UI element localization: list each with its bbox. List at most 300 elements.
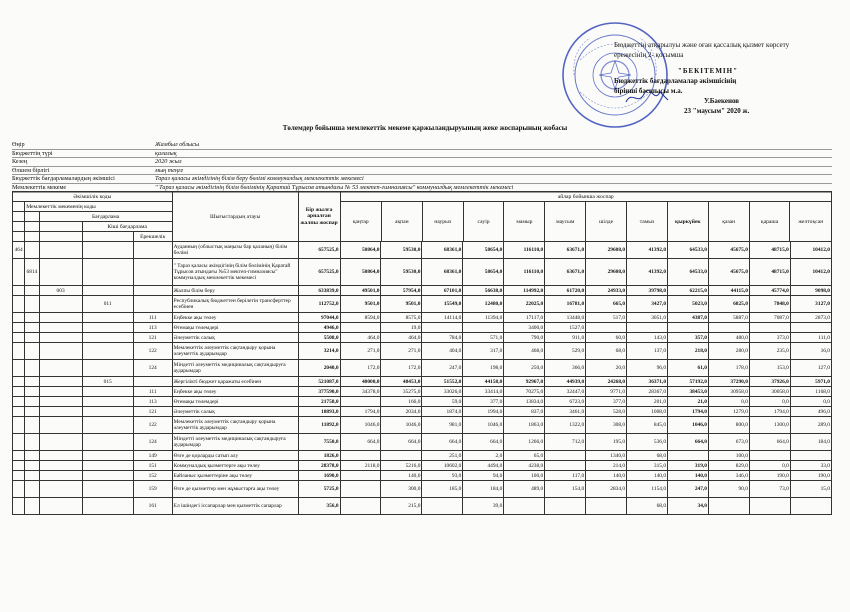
month-value-cell: 117,0 [545,471,586,481]
header-admin-code: Әкімшілік коды [13,192,173,202]
month-value-cell: 2873,0 [790,313,831,323]
month-value-cell: 10602,0 [422,461,463,471]
month-value-cell: 33026,0 [422,387,463,397]
code-cell [13,259,25,286]
month-value-cell: 48715,0 [749,259,790,286]
expense-name-cell: " Тараз қаласы әкімдігінің білім бөлімінің Қаратай Тұрысов атындағы №53 мектеп-гимназиясы" коммуналдық мемлекеттік мекемесі [172,259,298,286]
month-value-cell: 48715,0 [749,242,790,259]
annual-total-cell: 1826,0 [298,451,340,461]
month-value-cell: 1794,0 [340,407,381,417]
month-value-cell: 0,0 [708,397,749,407]
month-value-cell: 37926,0 [749,377,790,387]
month-value-cell: 127,0 [790,360,831,377]
month-value-cell: 1340,0 [586,451,627,461]
code-cell: 015 [82,377,133,387]
month-header: қазан [708,202,749,241]
code-cell [39,360,82,377]
code-cell: 113 [133,397,172,407]
month-value-cell: 45675,0 [708,242,749,259]
annual-total-cell: 28378,0 [298,461,340,471]
month-value-cell: 111,0 [790,333,831,343]
month-value-cell: 44158,0 [463,377,504,387]
code-cell [82,313,133,323]
month-value-cell: 1154,0 [627,481,668,498]
month-value-cell: 280,0 [708,343,749,360]
month-value-cell: 464,0 [340,333,381,343]
month-value-cell [749,323,790,333]
month-value-cell: 50864,0 [340,242,381,259]
financing-plan-table [12,191,832,515]
table-row [13,286,832,296]
month-value-cell: 34378,0 [340,387,381,397]
month-value-cell: 528,0 [586,407,627,417]
code-cell [13,323,25,333]
month-value-cell: 346,0 [708,471,749,481]
meta-value: Жамбыл облысы [155,141,200,148]
code-cell [13,387,25,397]
month-value-cell: 19,0 [381,323,422,333]
month-value-cell: 496,0 [790,407,831,417]
month-value-cell [422,498,463,515]
month-value-cell: 24268,0 [586,377,627,387]
expense-name-cell: Жергілікті бюджет қаражаты есебінен [172,377,298,387]
code-cell [133,242,172,259]
code-cell [25,461,39,471]
month-value-cell: 73,0 [749,481,790,498]
annual-total-cell: 356,0 [298,498,340,515]
month-value-cell: 38453,0 [668,387,709,397]
month-value-cell: 1168,0 [790,387,831,397]
month-value-cell: 377,0 [463,397,504,407]
annual-total-cell: 521087,0 [298,377,340,387]
month-header: наурыз [422,202,463,241]
month-value-cell: 16781,0 [545,296,586,313]
expense-name-cell: Әлеуметтік салық [172,407,298,417]
code-cell [39,461,82,471]
meta-label: Бюджеттік бағдарламалардың әкімшісі [12,175,115,183]
month-value-cell: 673,0 [708,434,749,451]
approval-date: 23 "маусым" 2020 ж. [684,107,750,115]
code-cell [82,360,133,377]
expense-name-cell: Еңбекке ақы төлеу [172,313,298,323]
code-cell: 124 [133,434,172,451]
annual-total-cell: 7550,0 [298,434,340,451]
month-value-cell: 218,0 [668,343,709,360]
month-value-cell: 377,0 [586,397,627,407]
expense-name-cell: Мемлекеттік әлеуметтік сақтандыру қорына әлеуметтік аударымдар [172,417,298,434]
expense-name-cell: Өзге де қорларды сатып алу [172,451,298,461]
document-meta [12,141,832,193]
code-cell: 149 [133,451,172,461]
month-value-cell: 33,0 [790,461,831,471]
month-value-cell: 172,0 [381,360,422,377]
code-cell [13,296,25,313]
month-value-cell: 1008,0 [627,407,668,417]
meta-label: Өлшем бірлігі [12,166,50,174]
table-row [13,313,832,323]
month-value-cell: 22025,0 [504,296,545,313]
month-value-cell: 190,0 [790,471,831,481]
month-value-cell: 14114,0 [422,313,463,323]
code-cell: 122 [133,417,172,434]
month-value-cell: 571,0 [463,333,504,343]
code-cell [25,397,39,407]
code-cell [39,387,82,397]
code-cell [39,451,82,461]
month-value-cell: 800,0 [708,417,749,434]
table-row [13,461,832,471]
expense-name-cell: Өтемақы төлемдері [172,397,298,407]
code-cell [25,313,39,323]
table-row [13,343,832,360]
month-value-cell: 1279,0 [708,407,749,417]
month-value-cell: 1322,0 [545,417,586,434]
approval-block [614,40,824,116]
meta-value: қалалық [155,149,177,157]
meta-value: " Тараз қаласы әкімдігінің білім бөлімінің Қаратай Тұрысов атындағы № 53 мектеп-гимназиясы" коммуналдық мемлекеттік мекемесі [155,183,514,191]
code-cell [82,407,133,417]
code-cell [25,360,39,377]
month-value-cell: 39798,0 [627,286,668,296]
code-cell [82,417,133,434]
month-value-cell: 247,0 [422,360,463,377]
month-value-cell: 68,0 [586,343,627,360]
code-cell [25,286,39,296]
month-value-cell: 51552,0 [422,377,463,387]
month-value-cell: 6723,0 [545,397,586,407]
code-cell [82,461,133,471]
annual-total-cell: 4946,0 [298,323,340,333]
month-value-cell: 70275,0 [504,387,545,397]
month-value-cell: 41392,0 [627,259,668,286]
annual-total-cell: 97044,0 [298,313,340,323]
code-cell: 6814 [25,259,39,286]
month-value-cell: 13448,0 [545,313,586,323]
month-value-cell: 214,0 [586,461,627,471]
expense-name-cell: Еңбекке ақы төлеу [172,387,298,397]
month-value-cell: 153,0 [749,360,790,377]
month-value-cell: 529,0 [545,343,586,360]
code-cell: 121 [133,333,172,343]
meta-row [12,158,832,167]
annual-total-cell: 5508,0 [298,333,340,343]
annual-total-cell: 1690,0 [298,471,340,481]
month-value-cell: 3051,0 [627,313,668,323]
month-value-cell: 1300,0 [749,417,790,434]
month-value-cell: 143,0 [627,333,668,343]
header-expenses-name: Шығыстардың атауы [172,192,298,242]
month-value-cell: 317,0 [463,343,504,360]
month-value-cell: 517,0 [586,313,627,323]
month-value-cell: 4387,0 [668,313,709,323]
month-value-cell: 190,0 [749,471,790,481]
code-cell: 121 [133,407,172,417]
month-value-cell: 0,0 [790,397,831,407]
month-value-cell [668,323,709,333]
table-row [13,451,832,461]
code-cell: 464 [13,242,25,259]
month-value-cell: 29608,0 [586,242,627,259]
month-value-cell: 35275,0 [381,387,422,397]
code-cell [39,242,82,259]
code-cell [82,451,133,461]
month-value-cell: 1874,0 [422,407,463,417]
month-value-cell [749,498,790,515]
month-value-cell [381,451,422,461]
month-value-cell [708,323,749,333]
month-header: шілде [586,202,627,241]
month-value-cell: 315,0 [627,461,668,471]
code-cell [39,397,82,407]
month-value-cell: 154,0 [545,481,586,498]
month-value-cell: 5023,0 [668,296,709,313]
code-cell [13,407,25,417]
code-cell [25,407,39,417]
header-program: Бағдарлама [39,212,172,222]
expense-name-cell: Міндетті әлеуметтік медициналық сақтандыруға аударымдар [172,434,298,451]
month-value-cell: 63671,0 [545,242,586,259]
code-cell [13,498,25,515]
month-value-cell: 215,0 [381,498,422,515]
table-row [13,434,832,451]
month-value-cell [586,498,627,515]
month-value-cell: 271,0 [340,343,381,360]
month-value-cell [463,323,504,333]
month-value-cell: 172,0 [340,360,381,377]
month-value-cell: 40000,0 [340,377,381,387]
month-value-cell: 201,0 [627,397,668,407]
month-value-cell: 464,0 [381,333,422,343]
month-value-cell: 1046,0 [463,417,504,434]
annual-total-cell: 633839,0 [298,286,340,296]
month-value-cell [749,451,790,461]
month-value-cell: 357,0 [668,333,709,343]
month-value-cell: 17117,0 [504,313,545,323]
month-value-cell: 6825,0 [708,296,749,313]
month-value-cell [545,498,586,515]
month-value-cell: 5216,0 [381,461,422,471]
month-value-cell [790,498,831,515]
header-monthly-plan: айлар бойынша жоспар [340,192,831,202]
month-value-cell: 4238,0 [504,461,545,471]
month-value-cell: 184,0 [463,481,504,498]
month-value-cell: 49501,0 [340,286,381,296]
table-row [13,259,832,286]
month-value-cell: 36371,0 [627,377,668,387]
expense-name-cell: Ел ішіндегі іссапарлар мен қызметтік сапарлар [172,498,298,515]
code-cell: 113 [133,323,172,333]
month-value-cell [708,498,749,515]
header-annual-plan: Бір жылға арналған жалпы жоспар [298,192,340,242]
expense-name-cell: Өзге де қызметтер мен жұмыстарға ақы төлеу [172,481,298,498]
table-row [13,407,832,417]
month-value-cell [586,323,627,333]
table-row [13,323,832,333]
month-value-cell: 10412,0 [790,242,831,259]
month-value-cell: 981,0 [422,417,463,434]
month-value-cell: 845,0 [627,417,668,434]
code-cell: 152 [133,471,172,481]
expense-name-cell: Ауданның (облыстық маңызы бар қаланың) білім бөлімі [172,242,298,259]
expense-name-cell: Республикалық бюджеттен берілетін трансферттер есебінен [172,296,298,313]
month-value-cell: 1863,0 [504,417,545,434]
month-value-cell: 308,0 [586,417,627,434]
code-cell [13,377,25,387]
meta-value: 2020 жыл [155,158,182,166]
approval-heading: "БЕКІТЕМІН" [678,67,738,75]
code-cell [39,296,82,313]
meta-row [12,150,832,159]
month-value-cell: 664,0 [463,434,504,451]
month-value-cell: 790,0 [504,333,545,343]
month-value-cell: 28367,0 [627,387,668,397]
meta-label: Мемлекеттік мекеме [12,183,67,191]
table-row [13,333,832,343]
month-value-cell: 45774,0 [749,286,790,296]
month-value-cell: 4494,0 [463,461,504,471]
month-value-cell: 44939,0 [545,377,586,387]
month-value-cell: 319,0 [668,461,709,471]
code-cell [82,481,133,498]
code-cell [25,498,39,515]
month-value-cell: 64533,0 [668,259,709,286]
code-cell [13,434,25,451]
code-cell: 161 [133,498,172,515]
annual-total-cell: 657525,0 [298,242,340,259]
code-cell [13,343,25,360]
month-value-cell: 7087,0 [749,313,790,323]
month-value-cell: 3427,0 [627,296,668,313]
month-value-cell: 0,0 [749,397,790,407]
month-value-cell: 7848,0 [749,296,790,313]
month-value-cell: 1794,0 [668,407,709,417]
code-cell: 159 [133,481,172,498]
month-value-cell: 8575,0 [381,313,422,323]
month-value-cell: 247,0 [668,481,709,498]
month-value-cell: 100,0 [504,471,545,481]
month-header: қараша [749,202,790,241]
expense-name-cell: Міндетті әлеуметтік медициналық сақтандыруға аударымдар [172,360,298,377]
meta-label: Кезең [12,158,28,166]
code-cell [82,387,133,397]
month-value-cell: 140,0 [627,471,668,481]
month-value-cell: 664,0 [668,434,709,451]
month-value-cell: 59,0 [422,397,463,407]
month-value-cell: 34,0 [668,498,709,515]
code-cell [39,323,82,333]
month-value-cell: 29608,0 [586,259,627,286]
month-value-cell: 1794,0 [749,407,790,417]
table-row [13,296,832,313]
code-cell [39,377,82,387]
code-cell: 111 [133,313,172,323]
code-cell [25,296,39,313]
approval-line-5: бірінші басшысы м.а. [614,87,683,95]
annual-total-cell: 112752,0 [298,296,340,313]
month-header: желтоқсан [790,202,831,241]
meta-row [12,141,832,150]
table-row [13,387,832,397]
code-cell [25,377,39,387]
month-value-cell: 93,0 [422,471,463,481]
month-value-cell: 15549,0 [422,296,463,313]
code-cell [13,481,25,498]
month-value-cell: 10412,0 [790,259,831,286]
month-value-cell: 9501,0 [340,296,381,313]
month-value-cell: 2834,0 [586,481,627,498]
annual-total-cell: 2040,0 [298,360,340,377]
header-specific: Ерекшелік [133,232,172,242]
month-value-cell: 12480,0 [463,296,504,313]
month-value-cell: 3127,0 [790,296,831,313]
month-value-cell: 250,0 [504,360,545,377]
approval-line-2: ережесінің 2- қосымша [614,51,684,59]
expense-name-cell: Мемлекеттік әлеуметтік сақтандыру қорына әлеуметтік аударымдар [172,343,298,360]
meta-label: Өңір [12,141,25,148]
code-cell [13,471,25,481]
document-title: Төлемдер бойынша мемлекеттік мекеме қаржыландыруының жеке жоспарының жобасы [282,124,568,132]
month-value-cell: 664,0 [381,434,422,451]
month-value-cell: 665,0 [586,296,627,313]
month-value-cell: 30958,0 [708,387,749,397]
month-value-cell: 373,0 [749,333,790,343]
month-value-cell: 92967,0 [504,377,545,387]
month-value-cell: 784,0 [422,333,463,343]
code-cell [82,323,133,333]
month-value-cell: 48453,0 [381,377,422,387]
code-cell [39,343,82,360]
month-value-cell: 140,0 [668,471,709,481]
code-cell: 122 [133,343,172,360]
month-value-cell: 60,0 [586,333,627,343]
expense-name-cell: Өтемақы төлемдері [172,323,298,333]
month-value-cell: 13834,0 [504,397,545,407]
code-cell [133,259,172,286]
month-header: қыркүйек [667,202,708,241]
code-cell [82,343,133,360]
table-row [13,377,832,387]
table-row [13,498,832,515]
code-cell [25,451,39,461]
month-value-cell: 58654,0 [463,242,504,259]
month-value-cell: 1266,0 [504,434,545,451]
month-header: ақпан [381,202,422,241]
table-row [13,360,832,377]
month-header: тамыз [627,202,668,241]
month-value-cell: 468,0 [504,343,545,360]
code-cell [13,451,25,461]
month-value-cell [790,323,831,333]
code-cell [25,333,39,343]
approval-line-4: Бюджеттік бағдарламалар әкімшісінің [614,77,737,85]
month-value-cell: 116110,0 [504,242,545,259]
month-value-cell [340,481,381,498]
code-cell [13,313,25,323]
month-value-cell: 37290,0 [708,377,749,387]
month-value-cell: 300,0 [381,481,422,498]
code-cell [25,417,39,434]
month-value-cell: 137,0 [627,343,668,360]
month-value-cell [340,323,381,333]
annual-total-cell: 657525,0 [298,259,340,286]
month-value-cell: 116110,0 [504,259,545,286]
month-value-cell: 664,0 [749,434,790,451]
expense-name-cell: Коммуналдық қызметтерге ақы төлеу [172,461,298,471]
month-value-cell: 57954,0 [381,286,422,296]
code-cell [39,407,82,417]
month-value-cell: 271,0 [381,343,422,360]
code-cell [82,397,133,407]
